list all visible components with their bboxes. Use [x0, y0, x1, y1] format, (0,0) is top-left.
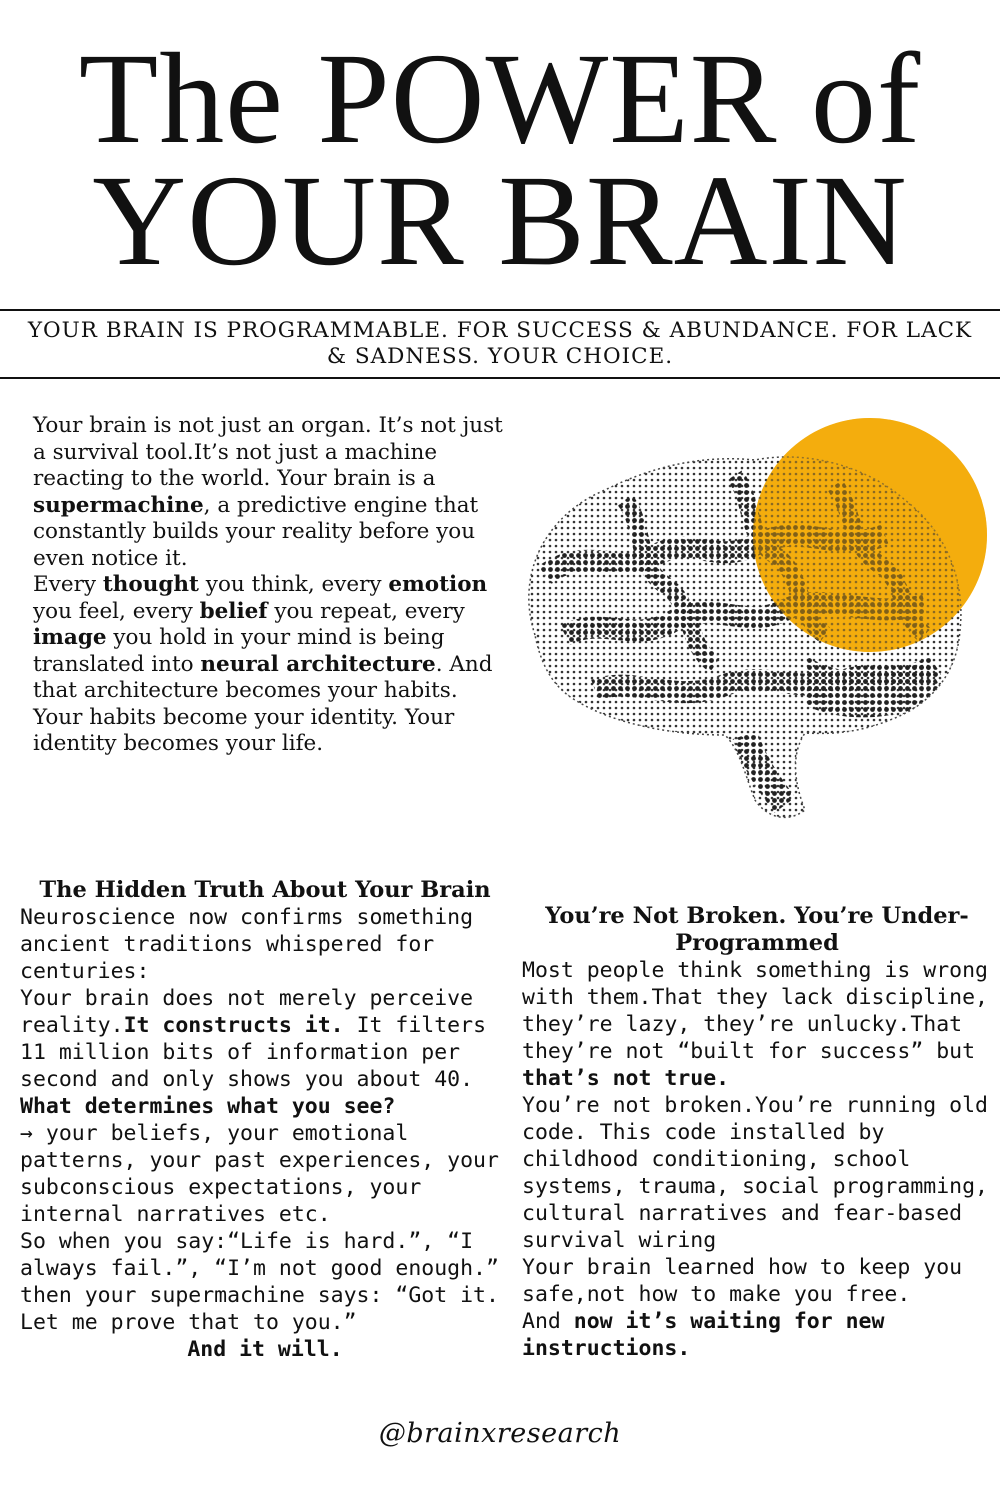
paragraph [20, 985, 510, 1093]
halftone-brain-icon [505, 405, 1000, 835]
brain-illustration [505, 405, 1000, 835]
text: Your brain is not just an organ. It’s not just a survival tool.It’s not just a machine reacting to the world. Your brain is a [33, 413, 503, 491]
text: you feel, every [33, 598, 200, 624]
paragraph: → your beliefs, your emotional patterns, your past experiences, your subconscious expectations, your internal narratives etc. [20, 1121, 499, 1227]
paragraph: You’re not broken.You’re running old code. This code installed by childhood conditioning, school systems, trauma, social programming, cultural narratives and fear-based survival wiring [522, 1093, 988, 1253]
bottom-divider [0, 377, 1000, 379]
emphasis: that’s not true. [522, 1066, 730, 1091]
title-line-2: YOUR BRAIN [92, 149, 908, 293]
text: Most people think something is wrong with them.That they lack discipline, they’re lazy, they’re unlucky.That they’re not “built for success” but [522, 958, 988, 1064]
paragraph [522, 957, 992, 1092]
section-title: You’re Not Broken. You’re Under-Programmed [545, 903, 969, 956]
paragraph: Your brain learned how to keep you safe,not how to make you free. [522, 1255, 963, 1307]
paragraph: Neuroscience now confirms something ancient traditions whispered for centuries: [20, 905, 474, 984]
emphasis: now it’s waiting for new instructions. [522, 1309, 885, 1361]
emphasis: belief [199, 598, 268, 624]
emphasis: image [33, 625, 107, 650]
section-body [20, 904, 510, 1363]
emphasis: thought [102, 572, 199, 597]
emphasis: supermachine [33, 492, 204, 518]
text: . And that architecture becomes your habits. Your habits become your identity. Your identity becomes your life. [33, 651, 493, 756]
paragraph [522, 1308, 992, 1362]
paragraph: So when you say:“Life is hard.”, “I always fail.”, “I’m not good enough.” then your supermachine says: “Got it. Let me prove that to you.” [20, 1229, 499, 1335]
not-broken-section [522, 903, 992, 1362]
intro-paragraph-2 [33, 572, 513, 758]
text: Every [33, 572, 103, 597]
question [20, 1093, 510, 1120]
section-body [522, 957, 992, 1362]
text: , a predictive engine that constantly builds your reality before you even notice it. [33, 492, 479, 571]
text: you repeat, every [267, 598, 465, 624]
hidden-truth-section [20, 877, 510, 1363]
emphasis: neural architecture [200, 651, 436, 677]
emphasis: What determines what you see? [20, 1094, 396, 1119]
text: It filters 11 million bits of information per second and only shows you about 40. [20, 1013, 487, 1092]
text: And [522, 1309, 574, 1334]
top-divider [0, 309, 1000, 311]
closing-line: And it will. [187, 1337, 343, 1362]
emphasis: emotion [388, 572, 488, 597]
tagline: YOUR BRAIN IS PROGRAMMABLE. FOR SUCCESS & ABUNDANCE. FOR LACK & SADNESS. YOUR CHOICE. [27, 318, 973, 369]
text: Your brain does not merely perceive reality. [20, 986, 474, 1038]
intro-text [33, 413, 513, 758]
social-handle: @brainxresearch [378, 1418, 622, 1449]
title-line-1: The POWER of [78, 27, 922, 171]
intro-paragraph-1 [33, 413, 513, 572]
section-title: The Hidden Truth About Your Brain [39, 877, 491, 903]
page-title [0, 27, 1000, 293]
emphasis: It constructs it. [123, 1013, 344, 1038]
text: you think, every [198, 572, 389, 597]
text: you hold in your mind is being translated into [33, 625, 445, 677]
